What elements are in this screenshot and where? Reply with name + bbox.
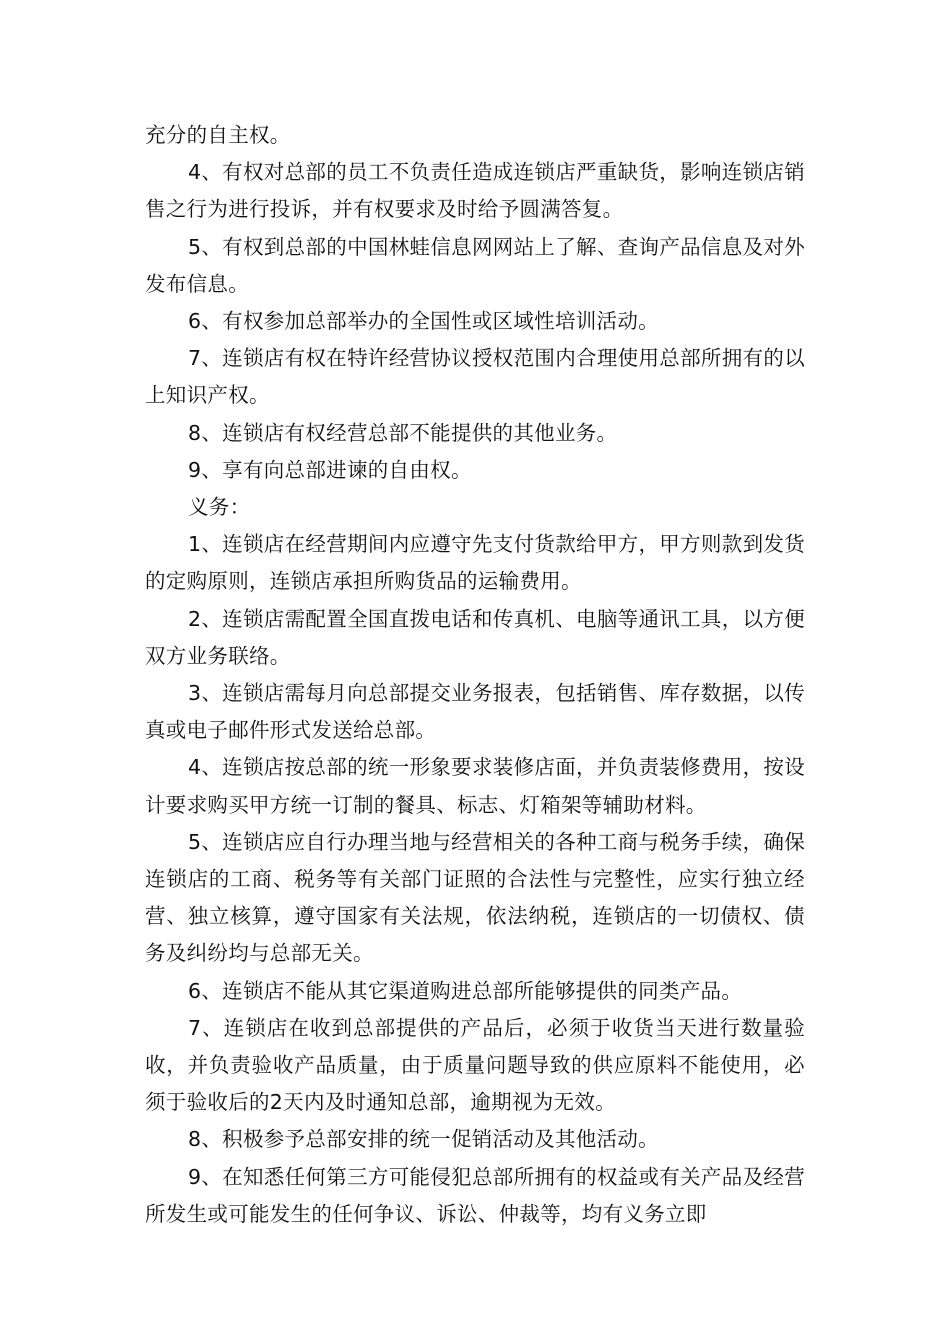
rights-item-9: 9、享有向总部进谏的自由权。 <box>188 457 472 482</box>
rights-item-5: 5、有权到总部的中国林蛙信息网网站上了解、查询产品信息及对外发布信息。 <box>145 234 805 296</box>
obligations-heading: 义务： <box>188 495 251 520</box>
obligations-item-7: 7、连锁店在收到总部提供的产品后，必须于收货当天进行数量验收，并负责验收产品质量，由于质量问题导致的供应原料不能使用，必须于验收后的2天内及时通知总部，逾期视为无效。 <box>145 1015 805 1115</box>
rights-item-6: 6、有权参加总部举办的全国性或区域性培训活动。 <box>188 309 659 334</box>
obligations-item-1: 1、连锁店在经营期间内应遵守先支付货款给甲方，甲方则款到发货的定购原则，连锁店承担所购货品的运输费用。 <box>145 532 805 594</box>
document-body <box>145 117 805 1233</box>
rights-item-4: 4、有权对总部的员工不负责任造成连锁店严重缺货，影响连锁店销售之行为进行投诉，并有权要求及时给予圆满答复。 <box>145 160 805 222</box>
obligations-item-4: 4、连锁店按总部的统一形象要求装修店面，并负责装修费用，按设计要求购买甲方统一订制的餐具、标志、灯箱架等辅助材料。 <box>145 755 805 817</box>
obligations-item-3: 3、连锁店需每月向总部提交业务报表，包括销售、库存数据，以传真或电子邮件形式发送给总部。 <box>145 681 805 743</box>
paragraph-continuation: 充分的自主权。 <box>145 123 291 147</box>
obligations-item-9: 9、在知悉任何第三方可能侵犯总部所拥有的权益或有关产品及经营所发生或可能发生的任何争议、诉讼、仲裁等，均有义务立即 <box>145 1164 805 1226</box>
obligations-item-8: 8、积极参予总部安排的统一促销活动及其他活动。 <box>188 1127 659 1152</box>
obligations-item-5: 5、连锁店应自行办理当地与经营相关的各种工商与税务手续，确保连锁店的工商、税务等有关部门证照的合法性与完整性，应实行独立经营、独立核算，遵守国家有关法规，依法纳税，连锁店的一切债权、债务及纠纷均与总部无关。 <box>145 829 805 966</box>
obligations-item-6: 6、连锁店不能从其它渠道购进总部所能够提供的同类产品。 <box>188 978 743 1003</box>
obligations-item-2: 2、连锁店需配置全国直拨电话和传真机、电脑等通讯工具，以方便双方业务联络。 <box>145 606 805 668</box>
rights-item-7: 7、连锁店有权在特许经营协议授权范围内合理使用总部所拥有的以上知识产权。 <box>145 346 805 408</box>
rights-item-8: 8、连锁店有权经营总部不能提供的其他业务。 <box>188 420 618 445</box>
